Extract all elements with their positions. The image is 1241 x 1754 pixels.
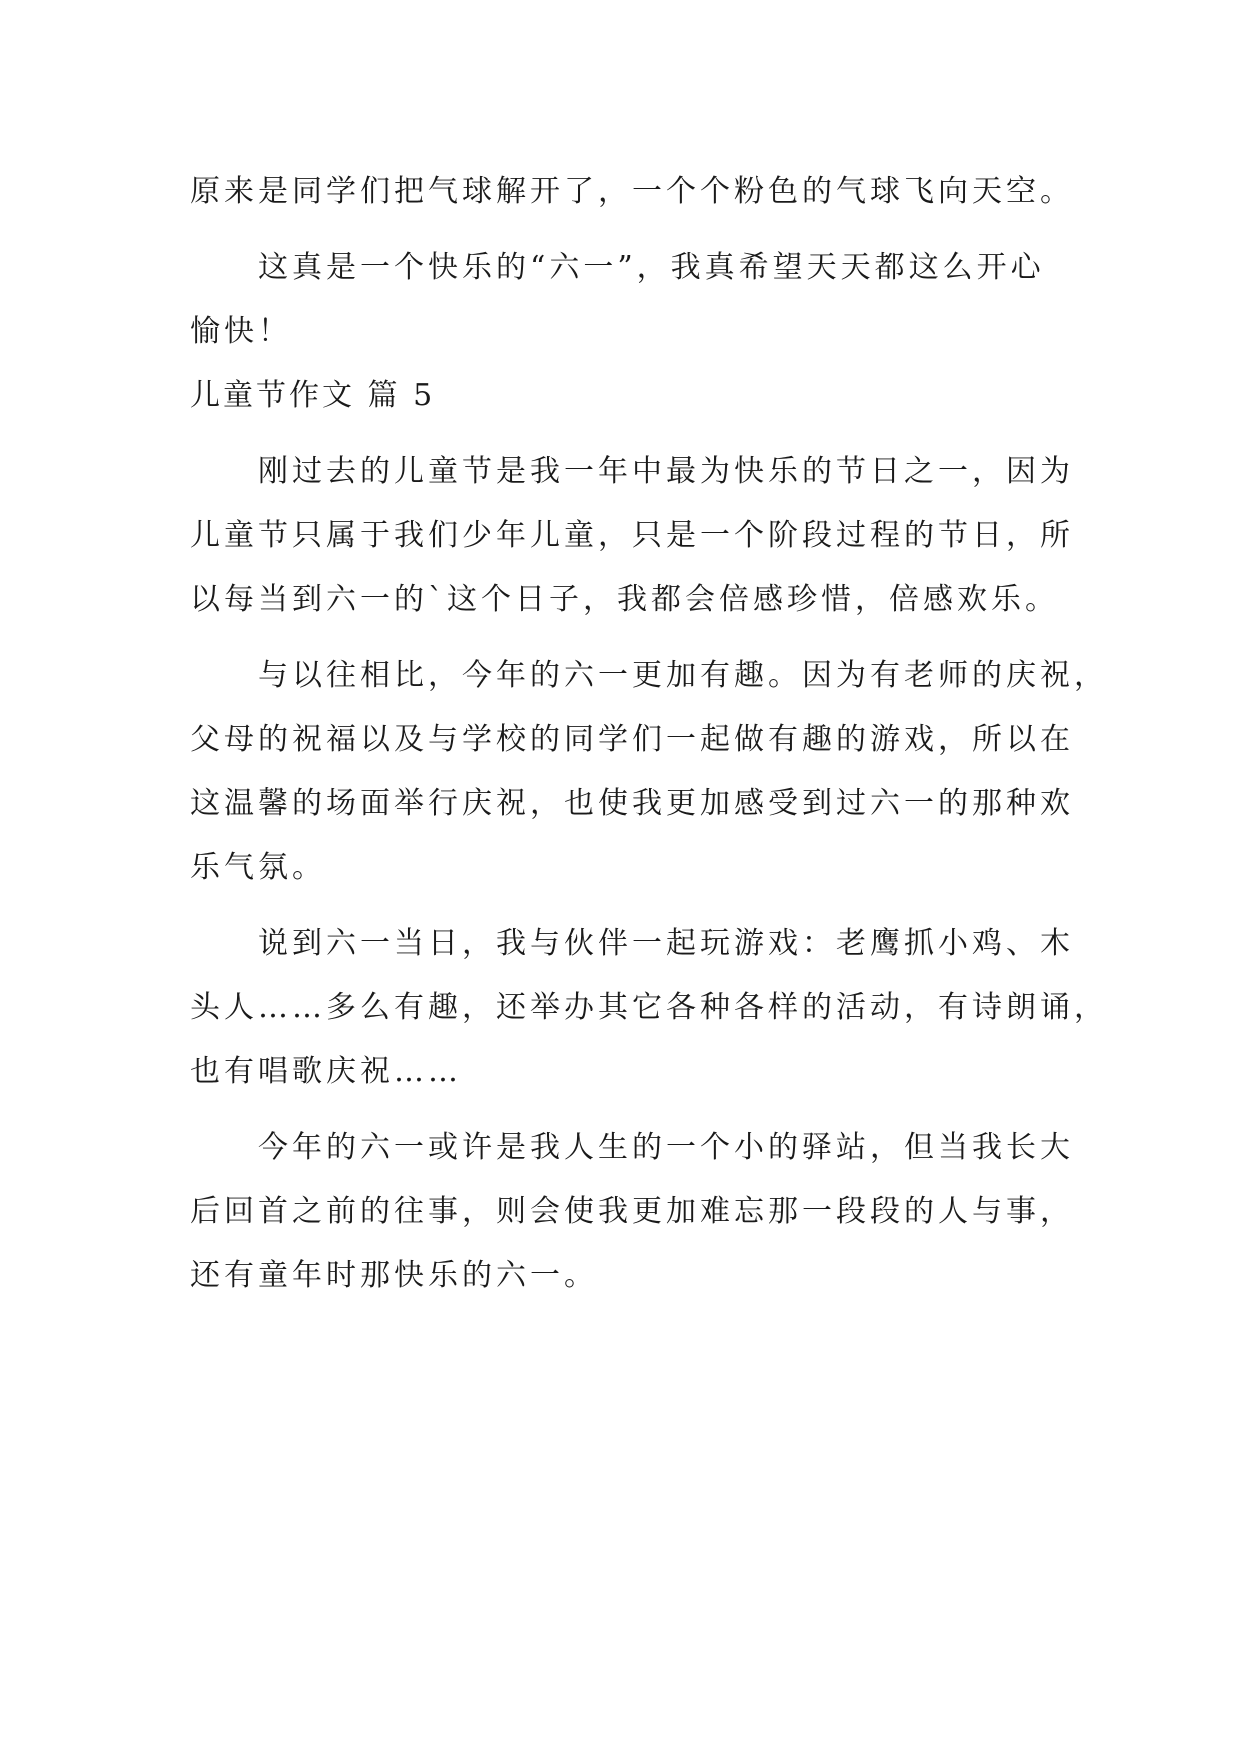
text-line: 以每当到六一的`这个日子，我都会倍感珍惜，倍感欢乐。 [190,582,1059,617]
paragraph-first-line: 这真是一个快乐的“六一”，我真希望天天都这么开心 [258,250,1045,285]
text-line: 还有童年时那快乐的六一。 [190,1258,598,1293]
document-body [190,160,1108,1308]
text-line: 这温馨的场面举行庆祝，也使我更加感受到过六一的那种欢 [190,786,1074,821]
text-line: 原来是同学们把气球解开了，一个个粉色的气球飞向天空。 [190,174,1074,209]
text-line: 儿童节只属于我们少年儿童，只是一个阶段过程的节日，所 [190,518,1074,553]
text-line: 愉快！ [190,314,292,349]
paragraph-first-line: 今年的六一或许是我人生的一个小的驿站，但当我长大 [258,1130,1074,1165]
text-line: 父母的祝福以及与学校的同学们一起做有趣的游戏，所以在 [190,722,1074,757]
section-heading: 儿童节作文 篇 5 [190,378,436,413]
text-line: 也有唱歌庆祝…… [190,1054,462,1089]
text-line: 后回首之前的往事，则会使我更加难忘那一段段的人与事， [190,1194,1074,1229]
text-line: 乐气氛。 [190,850,326,885]
paragraph-first-line: 刚过去的儿童节是我一年中最为快乐的节日之一，因为 [258,454,1074,489]
text-line: 头人……多么有趣，还举办其它各种各样的活动，有诗朗诵， [190,990,1108,1025]
paragraph-first-line: 与以往相比，今年的六一更加有趣。因为有老师的庆祝， [258,658,1108,693]
paragraph-first-line: 说到六一当日，我与伙伴一起玩游戏：老鹰抓小鸡、木 [258,926,1074,961]
